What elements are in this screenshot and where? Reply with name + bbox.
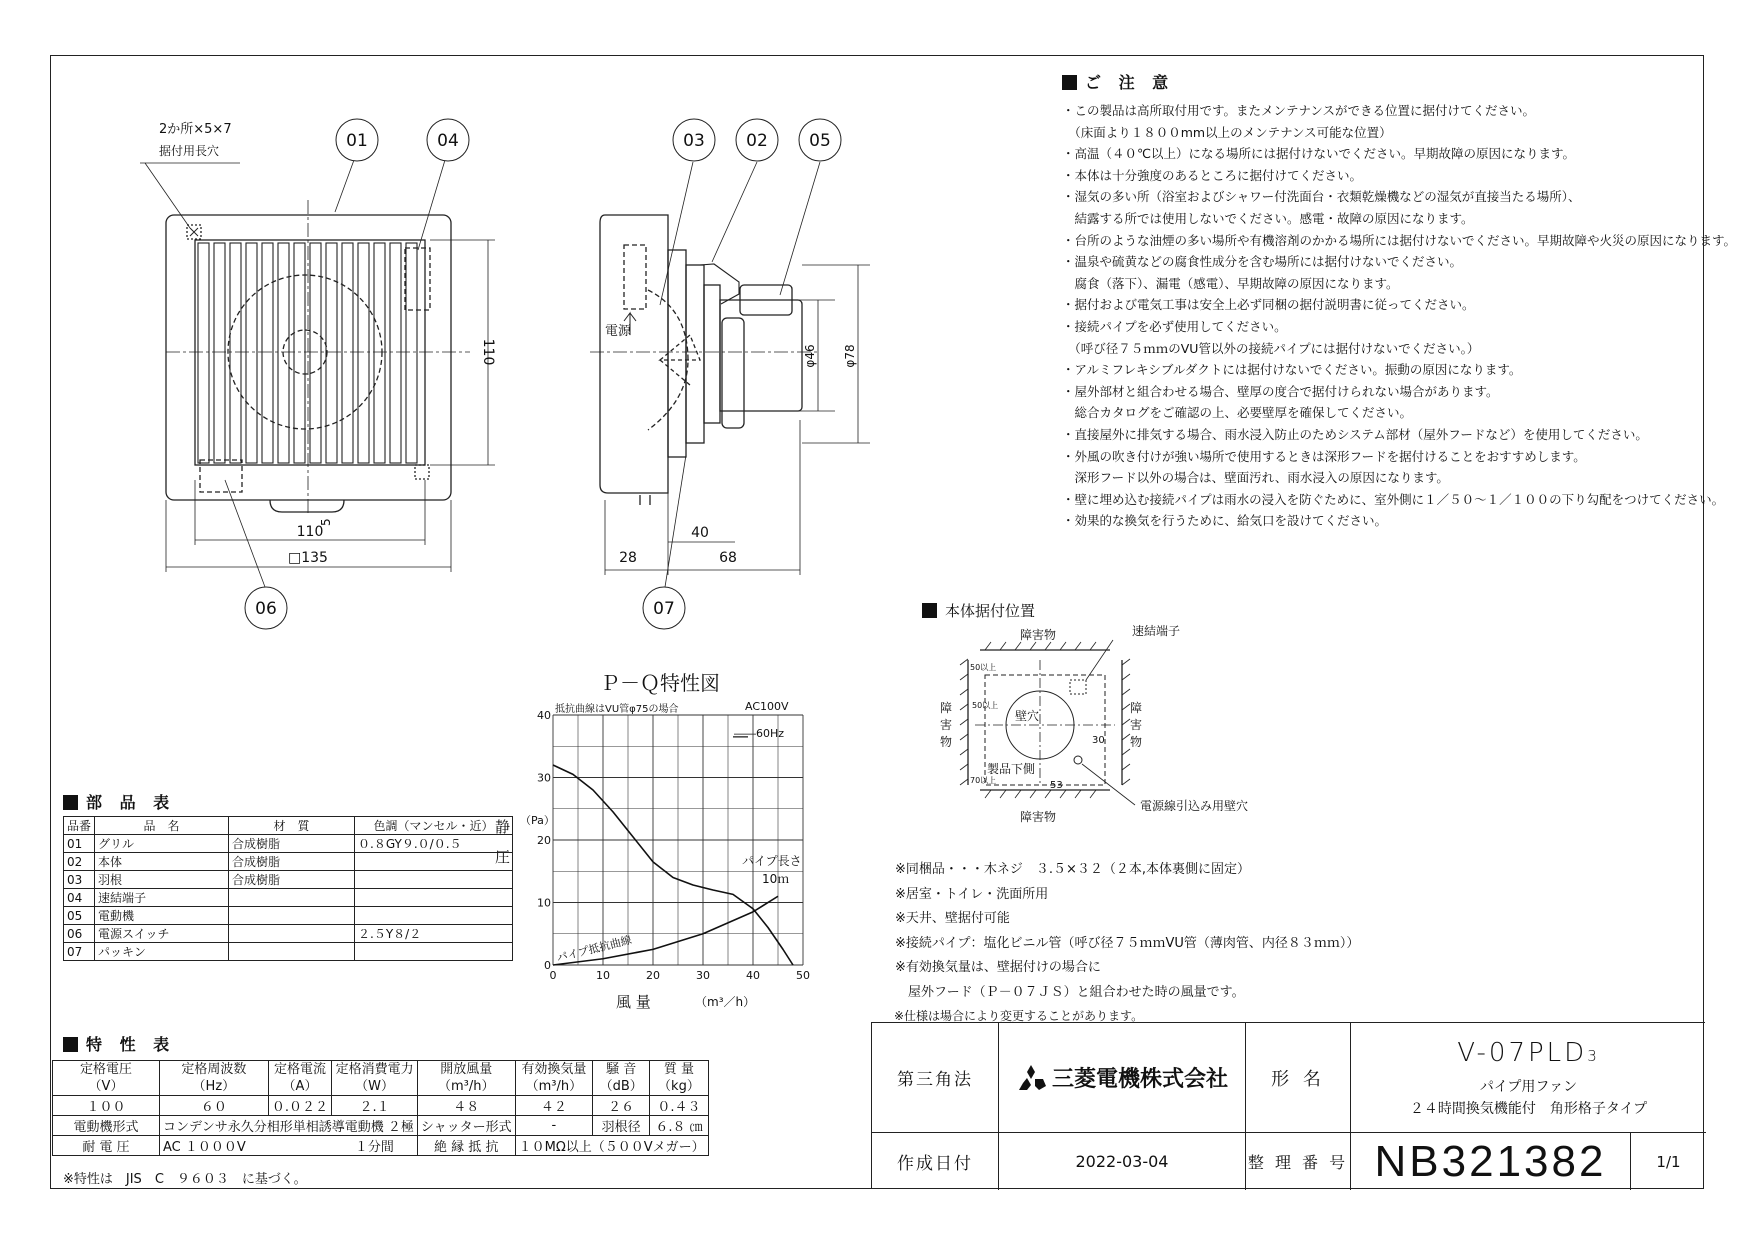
x-tick-label: 10 (596, 969, 610, 982)
chart-condition: AC100V (745, 700, 789, 713)
section-marker-icon (1062, 75, 1077, 90)
dim-bottom: 70以上 (970, 776, 997, 785)
dim-d78: φ78 (843, 344, 857, 368)
parts-table (63, 816, 513, 961)
chart-xlabel: 風 量 (616, 993, 651, 1011)
extra-notes (895, 858, 1359, 1005)
dim-68: 68 (719, 550, 737, 566)
obstacle-right-label: 障害物 (1130, 701, 1143, 749)
y-tick-label: 30 (537, 771, 551, 785)
section-marker-icon (63, 1037, 78, 1052)
extra-note: 屋外フード（Ｐ－０７ＪＳ）と組合わせた時の風量です。 (895, 984, 1245, 1000)
table-row: 04 速結端子 (64, 889, 513, 907)
side-flange (668, 250, 686, 457)
cable-hole-label: 電源線引込み用壁穴 (1140, 799, 1249, 813)
dim-30: 30 (1092, 735, 1105, 746)
note-line: ・効果的な換気を行うために、給気口を設けてください。 (1062, 513, 1388, 529)
chart-subtitle: 抵抗曲線はVU管φ75の場合 (555, 704, 679, 715)
note-line: 深形フード以外の場合は、壁面汚れ、雨水浸入の原因になります。 (1062, 470, 1449, 486)
x-tick-label: 20 (646, 969, 660, 982)
model-number: V-07PLD3 (1457, 1037, 1600, 1068)
callout-06: 06 (255, 599, 277, 619)
projection-label: 第三角法 (872, 1023, 999, 1133)
doc-number: NB321382 (1351, 1133, 1631, 1190)
note-line: ・本体は十分強度のあるところに据付けてください。 (1062, 167, 1363, 183)
model-cell (1351, 1023, 1706, 1133)
front-callouts (245, 119, 469, 629)
table-row: 02 本体 合成樹脂 (64, 853, 513, 871)
mitsubishi-logo-icon (1016, 1064, 1046, 1092)
note-line: ・直接屋外に排気する場合、雨水浸入防止のためシステム部材（屋外フードなど）を使用してください。 (1062, 426, 1648, 442)
date-value: 2022-03-04 (999, 1133, 1246, 1190)
specs-header: 特 性 表 (63, 1032, 175, 1055)
x-tick-label: 0 (549, 969, 557, 982)
dim-top: 50以上 (970, 663, 997, 672)
y-tick-label: 20 (537, 834, 551, 847)
note-line: ・温泉や硫黄などの腐食性成分を含む場所には据付けないでください。 (1062, 254, 1463, 270)
note-line: 結露する所では使用しないでください。感電・故障の原因になります。 (1062, 210, 1474, 226)
table-row: 07 パッキン (64, 943, 513, 961)
y-tick-label: 40 (537, 709, 551, 722)
dim-28: 28 (619, 550, 637, 566)
table-row: 01 グリル 合成樹脂 ０.８GY９.０/０.５ (64, 835, 513, 853)
annotation-pipe-value: 10ｍ (762, 872, 790, 886)
note-line: 総合カタログをご確認の上、必要壁厚を確保してください。 (1062, 405, 1413, 421)
model-label: 形 名 (1246, 1023, 1351, 1133)
chart-yunit: （Pa） (520, 814, 555, 827)
note-line: ・台所のような油煙の多い場所や有機溶剤のかかる場所には据付けないでください。早期故障や火災の原因になります。 (1062, 232, 1737, 248)
notes-title: ご 注 意 (1085, 73, 1175, 92)
product-line-2: ２４時間換気機能付 角形格子タイプ (1409, 1100, 1648, 1117)
legend-60hz: ――60Hz (734, 727, 785, 740)
company-logo (999, 1023, 1246, 1133)
y-tick-label: 0 (544, 959, 551, 972)
note-line: ・アルミフレキシブルダクトには据付けないでください。振動の原因になります。 (1062, 362, 1522, 378)
note-line: ・この製品は高所取付用です。またメンテナンスができる位置に据付けてください。 (1062, 103, 1536, 118)
x-tick-label: 30 (696, 969, 710, 982)
specs-withstand-row: 耐 電 圧 AC １０００V １分間 絶 縁 抵 抗 １０MΩ以上（５００Vメガー） (53, 1136, 709, 1156)
section-marker-icon (63, 795, 78, 810)
x-tick-label: 50 (796, 969, 810, 982)
dim-height: 110 (480, 338, 496, 366)
date-label: 作成日付 (872, 1133, 999, 1190)
table-row: 03 羽根 合成樹脂 (64, 871, 513, 889)
notes-list (1062, 100, 1737, 532)
title-block (871, 1022, 1705, 1189)
grille-bars (198, 243, 417, 463)
table-row: 06 電源スイッチ ２.５Y８/２ (64, 925, 513, 943)
obstacle-left-label: 障害物 (940, 701, 953, 749)
side-view (590, 162, 870, 587)
product-bottom-label: 製品下側 (987, 762, 1036, 776)
company-name: 三菱電機株式会社 (1051, 1067, 1228, 1092)
install-title: 本体据付位置 (922, 600, 1035, 621)
wall-hole-label: 壁穴 (1015, 709, 1040, 723)
note-line: （床面より１８００mm以上のメンテナンス可能な位置） (1062, 124, 1392, 140)
extra-note: ※居室・トイレ・洗面所用 (895, 886, 1049, 902)
series-resistance-line (553, 896, 778, 965)
chart-xunit: （m³／h） (695, 995, 756, 1009)
table-header-row: 品番 品 名 材 質 色調（マンセル・近） (64, 817, 513, 835)
extra-note: ※同梱品・・・木ネジ ３.５×３２（２本,本体裏側に固定） (895, 862, 1251, 877)
x-tick-label: 40 (746, 969, 760, 982)
dim-width-outer: □135 (288, 550, 328, 566)
obstacle-bottom-label: 障害物 (1020, 810, 1057, 824)
parts-header: 部 品 表 (63, 790, 175, 813)
note-line: ・接続パイプを必ず使用してください。 (1062, 318, 1287, 334)
specs-motor-row: 電動機形式 コンデンサ永久分相形単相誘導電動機 ２極 シャッター形式 - 羽根径 ６.８ ㎝ (53, 1116, 709, 1136)
power-label: 電源 (605, 324, 632, 339)
front-view (140, 160, 495, 587)
callout-05: 05 (809, 131, 831, 151)
chart-ylabel: 静 圧 (495, 818, 511, 866)
slot-label-1: 2か所×5×7 (159, 122, 232, 137)
note-line: ・外風の吹き付けが強い場所で使用するときは深形フードを据付けることをおすすめします。 (1062, 448, 1586, 464)
table-row: 05 電動機 (64, 907, 513, 925)
slot-label-2: 据付用長穴 (159, 144, 220, 158)
callout-07: 07 (653, 599, 675, 619)
callout-03: 03 (683, 131, 705, 151)
specs-header-row: 定格電圧 （V） 定格周波数 （Hz） 定格電流 （A） 定格消費電力 （W） 開放風量 （m³/h） 有効換気量 （m³/h） 騒 音 （dB） 質 量 （kg） (53, 1061, 709, 1096)
extra-note: ※有効換気量は、壁据付けの場合に (895, 960, 1101, 975)
doc-label: 整 理 番 号 (1246, 1133, 1351, 1190)
sheet-number: 1/1 (1656, 1152, 1681, 1171)
product-line-1: パイプ用ファン (1479, 1078, 1578, 1095)
side-pipe (720, 300, 802, 411)
specs-table (52, 1060, 709, 1156)
dim-offset: 5 (319, 518, 333, 526)
dim-d46: φ46 (803, 344, 817, 368)
note-line: ・湿気の多い所（浴室およびシャワー付洗面台・衣類乾燥機などの湿気が直接当たる場所）、 (1062, 189, 1581, 205)
note-line: 腐食（落下）、漏電（感電）、早期故障の原因になります。 (1062, 275, 1399, 291)
obstacle-top-label: 障害物 (1020, 628, 1057, 642)
callout-04: 04 (437, 131, 459, 151)
annotation-pipe-length: パイプ長さ (742, 854, 802, 868)
section-marker-icon (922, 603, 937, 618)
note-line: ・屋外部材と組合わせる場合、壁厚の度合で据付けられない場合があります。 (1062, 383, 1499, 399)
callout-01: 01 (346, 131, 368, 151)
spec-change-note: ※仕様は場合により変更することがあります。 (894, 1009, 1144, 1023)
dim-40: 40 (691, 525, 709, 541)
dim-width-inner: 110 (296, 524, 324, 540)
dim-53: 53 (1050, 780, 1063, 791)
series-60hz-line (553, 765, 793, 965)
note-line: ・据付および電気工事は安全上必ず同梱の据付説明書に従ってください。 (1062, 297, 1475, 313)
extra-note: ※天井、壁据付可能 (895, 911, 1010, 926)
resistance-curve-label: パイプ抵抗曲線 (555, 933, 634, 965)
extra-note: ※接続パイプ：塩化ビニル管（呼び径７５ｍｍVU管（薄肉管、内径８３ｍｍ）） (895, 935, 1360, 951)
specs-footnote: ※特性は JIS C ９６０３ に基づく。 (63, 1172, 307, 1187)
specs-values-row: １００ ６０ ０.０２２ ２.１ ４８ ４２ ２６ ０.４３ (53, 1096, 709, 1116)
y-tick-label: 10 (537, 896, 551, 910)
note-line: ・高温（４０℃以上）になる場所には据付けないでください。早期故障の原因になります。 (1062, 146, 1576, 162)
side-body (600, 215, 668, 493)
notes-header (1062, 70, 1174, 93)
chart-title: Ｐ－Ｑ特性図 (600, 671, 720, 695)
dim-left: 50以上 (972, 701, 999, 710)
note-line: （呼び径７５ｍｍのVU管以外の接続パイプには据付けないでください。） (1062, 340, 1480, 356)
callout-02: 02 (746, 131, 768, 151)
note-line: ・壁に埋め込む接続パイプは雨水の浸入を防ぐために、室外側に１／５０～１／１００の下り勾配をつけてください。 (1062, 491, 1725, 507)
terminal-label: 速結端子 (1132, 624, 1181, 638)
